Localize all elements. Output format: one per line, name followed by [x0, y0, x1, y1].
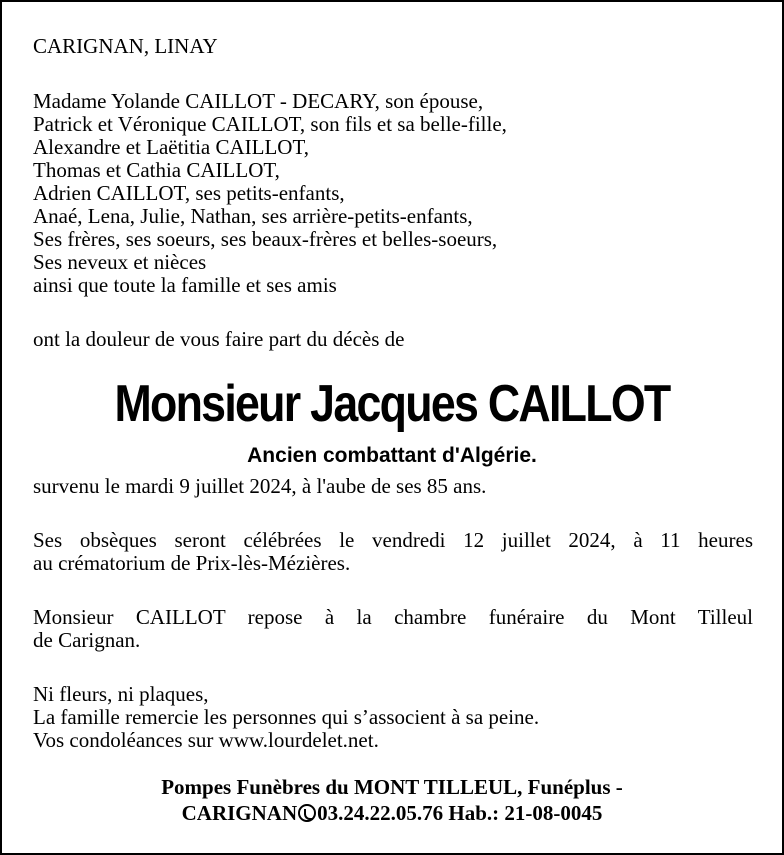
funeral-line: Ses obsèques seront célébrées le vendredi 12 juillet 2024, à 11 heures [33, 528, 753, 552]
family-line: Alexandre et Laëtitia CAILLOT, [33, 135, 309, 159]
closing-line: Vos condoléances sur www.lourdelet.net. [33, 728, 379, 752]
deceased-name: Monsieur Jacques CAILLOT [114, 375, 670, 433]
location: CARIGNAN, LINAY [33, 34, 218, 58]
family-line: Anaé, Lena, Julie, Nathan, ses arrière-petits-enfants, [33, 204, 473, 228]
family-line: Ses frères, ses soeurs, ses beaux-frères et belles-soeurs, [33, 227, 498, 251]
family-line: ainsi que toute la famille et ses amis [33, 273, 337, 297]
city-label: CARIGNAN [181, 801, 298, 825]
closing-line: Ni fleurs, ni plaques, [33, 682, 209, 706]
family-line: Adrien CAILLOT, ses petits-enfants, [33, 181, 345, 205]
phone-icon [298, 804, 316, 822]
funeral-line: au crématorium de Prix-lès-Mézières. [33, 551, 351, 575]
family-line: Thomas et Cathia CAILLOT, [33, 158, 280, 182]
rest-line: Monsieur CAILLOT repose à la chambre funéraire du Mont Tilleul [33, 605, 753, 629]
family-line: Patrick et Véronique CAILLOT, son fils et sa belle-fille, [33, 112, 507, 136]
family-line: Ses neveux et nièces [33, 250, 207, 274]
family-line: Madame Yolande CAILLOT - DECARY, son épouse, [33, 89, 484, 113]
funeral-home-contact [2, 800, 782, 826]
death-line: survenu le mardi 9 juillet 2024, à l'aube de ses 85 ans. [33, 474, 487, 498]
funeral-home-line: Pompes Funèbres du MONT TILLEUL, Funéplus - [161, 775, 623, 799]
deceased-title: Ancien combattant d'Algérie. [247, 444, 537, 467]
rest-line: de Carignan. [33, 628, 141, 652]
intro-text: ont la douleur de vous faire part du décès de [33, 327, 405, 351]
closing-line: La famille remercie les personnes qui s’associent à sa peine. [33, 705, 540, 729]
contact-details: 03.24.22.05.76 Hab.: 21-08-0045 [317, 801, 603, 825]
